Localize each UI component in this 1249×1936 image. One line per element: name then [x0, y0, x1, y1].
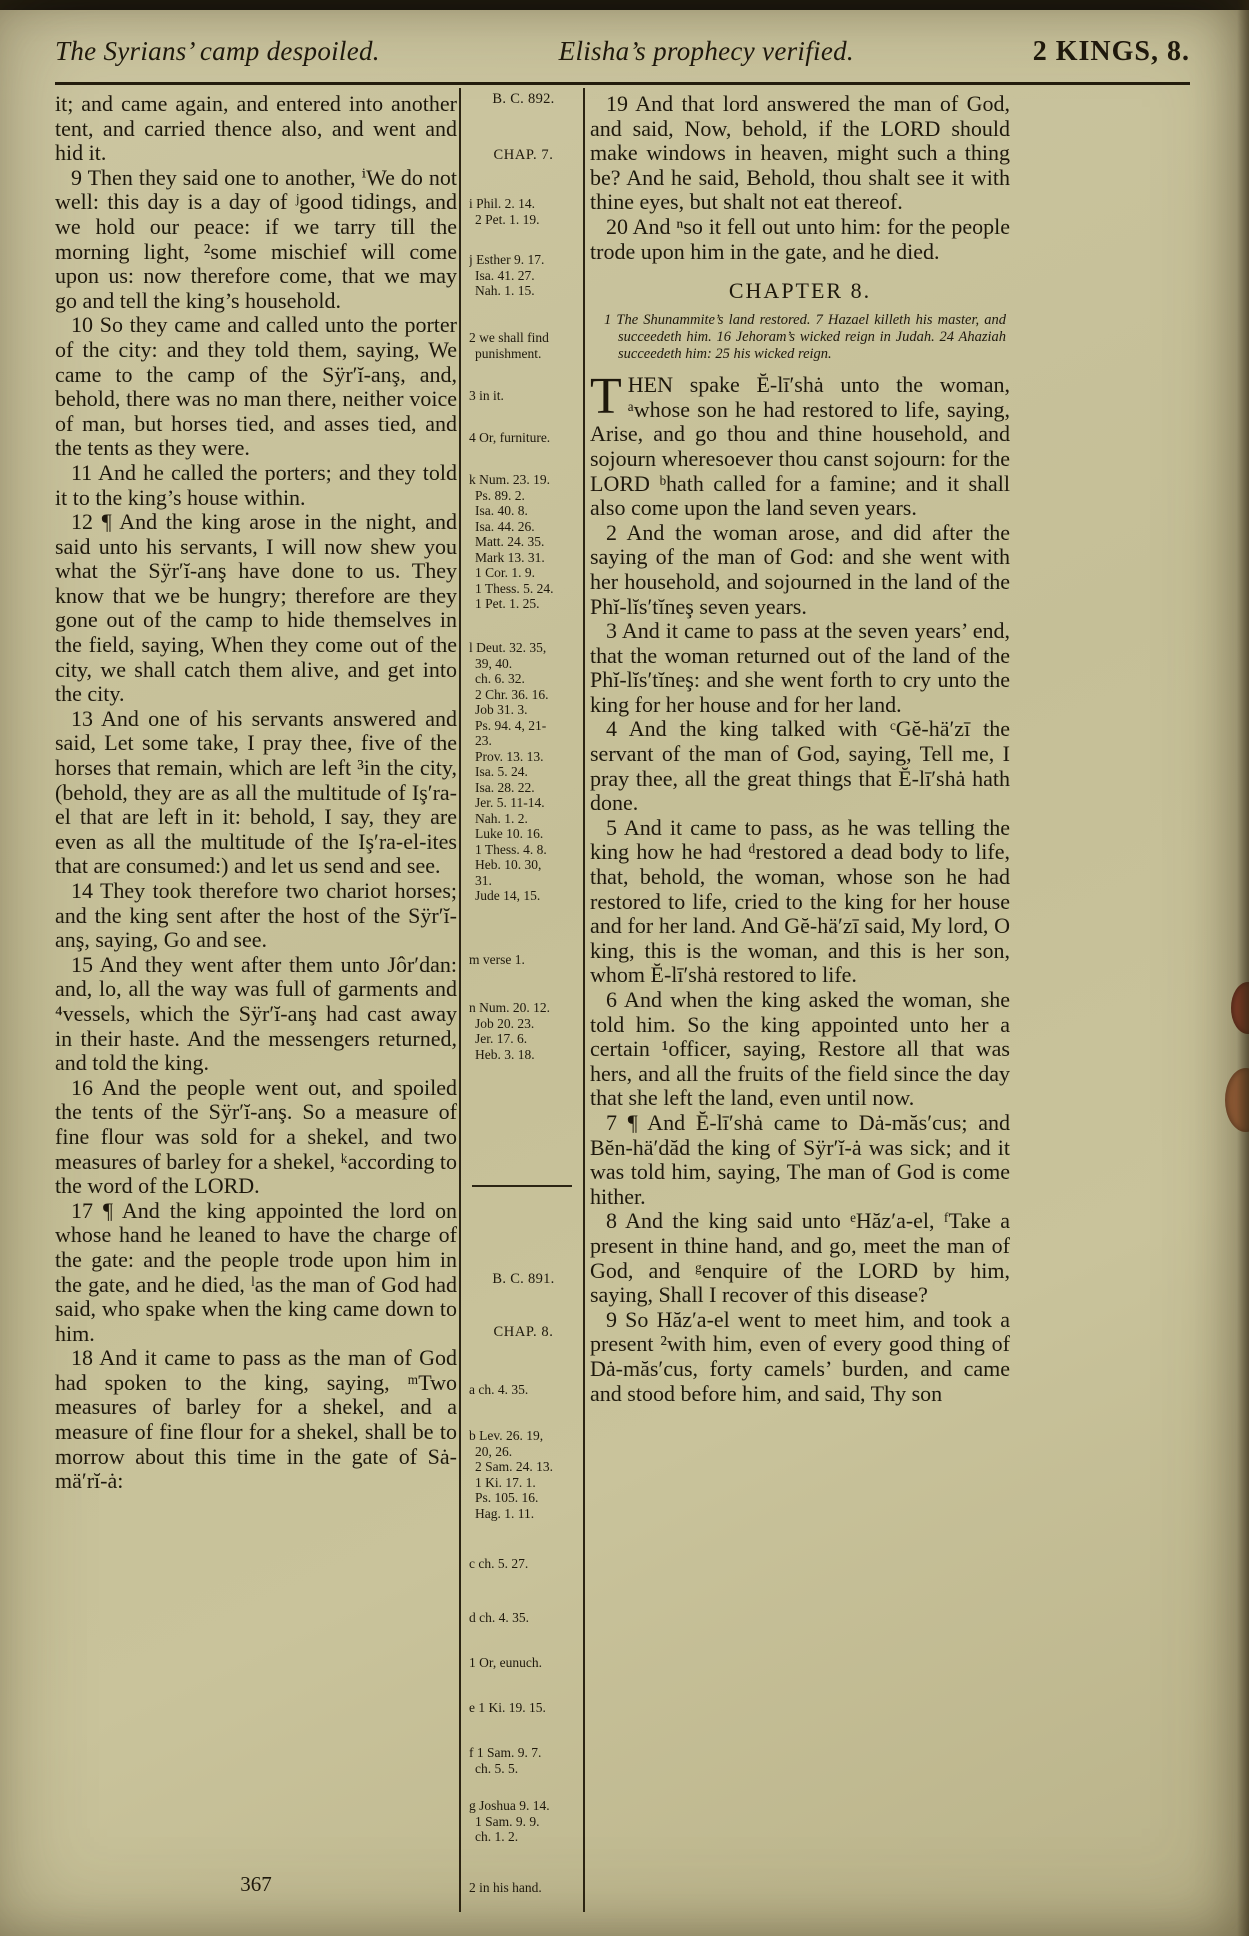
header-rule [55, 82, 1190, 85]
verse-paragraph: 5 And it came to pass, as he was telling the king how he had ᵈrestored a dead body to life, that, behold, the woman, whose son he had restored to life, cried to the king for her house and for her land. And Gĕ-hä′zī said, My lord, O king, this is the woman, and this is her son, whom Ĕ-lī′shȧ restored to life. [590, 814, 1010, 988]
reference-line: Heb. 3. 18. [475, 1046, 535, 1062]
reference-line: 20, 26. [475, 1443, 513, 1459]
reference-line: 2 Chr. 36. 16. [475, 686, 549, 702]
reference-line: 23. [475, 733, 492, 748]
verse-paragraph: 13 And one of his servants answered and said, Let some take, I pray thee, five of the horses that remain, which are left ³in the city, (behold, they are as all the multitude of Iş′ra-el that are left in it: behold, I say, they are even as all the multitude of the Iş′ra-el-ites that are consumed:) and let us send and see. [55, 705, 457, 879]
reference-line: Matt. 24. 35. [475, 534, 545, 549]
reference-line: Isa. 28. 22. [475, 779, 535, 795]
verse-paragraph: 8 And the king said unto ᵉHăz′a-el, ᶠTake a present in thine hand, and go, meet the man of God, and ᵍenquire of the LORD by him, saying, Shall I recover of this disease? [590, 1208, 1010, 1308]
reference-line: ch. 5. 5. [475, 1760, 519, 1776]
verse-paragraph: 11 And he called the porters; and they told it to the king’s house within. [55, 459, 457, 510]
reference-entry [469, 1798, 578, 1845]
reference-line: n Num. 20. 12. [469, 1000, 550, 1015]
reference-line: 2 we shall find [469, 330, 549, 345]
reference-entry [469, 1880, 578, 1896]
reference-entry [469, 1556, 578, 1572]
chapter-summary: 1 The Shunammite’s land restored. 7 Hazael killeth his master, and succeedeth him. 16 Jehoram’s wicked reign in Judah. 24 Ahaziah succeedeth him: 25 his wicked reign. [604, 312, 1006, 363]
reference-line: Isa. 44. 26. [475, 518, 535, 534]
center-column [464, 0, 580, 1936]
reference-entry [469, 1610, 578, 1626]
reference-entry [469, 1382, 578, 1398]
reference-line: 1 Cor. 1. 9. [475, 565, 536, 580]
reference-line: B. C. 891. [492, 1272, 555, 1287]
reference-line: g Joshua 9. 14. [469, 1798, 550, 1813]
reference-line: 2 Sam. 24. 13. [475, 1459, 554, 1474]
reference-line: k Num. 23. 19. [469, 472, 550, 487]
left-column [55, 92, 457, 1874]
verse-paragraph: 15 And they went after them unto Jôr′dan: and, lo, all the way was full of garments and ⁴vessels, which the Sÿr′ĭ-anş had cast away in their haste. And the messengers returned, and told the king. [55, 951, 457, 1076]
reference-line: Ps. 94. 4, 21- [475, 717, 547, 733]
reference-line: 1 Ki. 17. 1. [475, 1474, 536, 1490]
verse-paragraph: 19 And that lord answered the man of God, and said, Now, behold, if the LORD should make windows in heaven, might such a thing be? And he said, Behold, thou shalt see it with thine eyes, but shalt not eat thereof. [590, 92, 1010, 215]
reference-line: Isa. 40. 8. [475, 503, 528, 518]
reference-line: Ps. 105. 16. [475, 1490, 539, 1505]
reference-line: Job 31. 3. [475, 702, 528, 717]
reference-entry [469, 1000, 578, 1062]
reference-line: punishment. [475, 345, 542, 361]
verse-paragraph: 6 And when the king asked the woman, she told him. So the king appointed unto her a certain ¹officer, saying, Restore all that was hers, and all the fruits of the field since the day that she left the land, even until now. [590, 987, 1010, 1111]
reference-line: d ch. 4. 35. [469, 1610, 529, 1625]
reference-line: CHAP. 8. [493, 1325, 554, 1340]
reference-line: e 1 Ki. 19. 15. [469, 1700, 546, 1715]
reference-line: Isa. 41. 27. [475, 267, 535, 283]
right-column [590, 92, 1010, 1910]
reference-entry [469, 252, 578, 299]
scan-right-edge-shadow [1237, 0, 1249, 1936]
reference-line: Hag. 1. 11. [475, 1505, 535, 1521]
reference-line: Ps. 89. 2. [475, 487, 525, 503]
running-head-center: Elisha’s prophecy verified. [558, 36, 854, 66]
reference-line: Job 20. 23. [475, 1015, 535, 1031]
reference-line: 2 Pet. 1. 19. [475, 211, 540, 227]
reference-line: 31. [475, 872, 492, 888]
reference-line: f 1 Sam. 9. 7. [469, 1745, 542, 1760]
verse-paragraph: 17 ¶ And the king appointed the lord on whose hand he leaned to have the charge of the gate: and the people trode upon him in the gate, and he died, ˡas the man of God had said, who spake when the king came down to him. [55, 1197, 457, 1346]
reference-line: Luke 10. 16. [475, 826, 544, 841]
reference-line: 1 Thess. 4. 8. [475, 841, 547, 857]
reference-line: Nah. 1. 2. [475, 810, 528, 826]
reference-line: 3 in it. [469, 388, 504, 403]
reference-entry [469, 92, 578, 108]
reference-entry [469, 952, 578, 968]
reference-line: Isa. 5. 24. [475, 764, 528, 779]
reference-line: Jude 14, 15. [475, 888, 541, 903]
verse-paragraph: 3 And it came to pass at the seven years’ end, that the woman returned out of the land of the Phĭ-lĭs′tĭneş: and she went forth to cry unto the king for her house and for her land. [590, 618, 1010, 717]
verse-paragraph: 9 So Hăz′a-el went to meet him, and took a present ²with him, even of every good thing of Dȧ-măs′cus, forty camels’ burden, and came and stood before him, and said, Thy son [590, 1306, 1010, 1406]
verse-paragraph: THEN spake Ĕ-lī′shȧ unto the woman, ᵃwhose son he had restored to life, saying, Arise, and go thou and thine household, and sojourn wheresoever thou canst sojourn: for the LORD ᵇhath called for a famine; and it shall also come upon the land seven years. [590, 368, 1010, 521]
reference-line: ch. 6. 32. [475, 671, 525, 686]
reference-line: j Esther 9. 17. [469, 252, 545, 267]
drop-cap: T [590, 368, 622, 426]
reference-entry [469, 196, 578, 227]
reference-line: 1 Pet. 1. 25. [475, 596, 540, 611]
verse-paragraph: 10 So they came and called unto the porter of the city: and they told them, saying, We came to the camp of the Sÿr′ĭ-anş, and, behold, there was no man there, neither voice of man, but horses tied, and asses tied, and the tents as they were. [55, 312, 457, 461]
running-head-left: The Syrians’ camp despoiled. [55, 36, 380, 66]
reference-line: 4 Or, furniture. [469, 430, 551, 445]
verse-paragraph: 20 And ⁿso it fell out unto him: for the people trode upon him in the gate, and he died. [590, 213, 1010, 264]
reference-line: 1 Thess. 5. 24. [475, 580, 554, 596]
reference-line: b Lev. 26. 19, [469, 1428, 544, 1443]
chapter-heading: CHAPTER 8. [728, 278, 872, 304]
verse-paragraph: 4 And the king talked with ᶜGĕ-hä′zī the servant of the man of God, saying, Tell me, I pray thee, all the great things that Ĕ-lī′shȧ hath done. [590, 716, 1010, 816]
verse-paragraph: 12 ¶ And the king arose in the night, and said unto his servants, I will now shew you what the Sÿr′ĭ-anş have done to us. They know that we be hungry; therefore are they gone out of the camp to hide themselves in the field, saying, When they come out of the city, we shall catch them alive, and get into the city. [55, 509, 457, 707]
reference-line: 1 Or, eunuch. [469, 1655, 542, 1670]
reference-line: 39, 40. [475, 655, 513, 671]
reference-entry [469, 148, 578, 164]
reference-line: 2 in his hand. [469, 1880, 542, 1895]
page-header [55, 36, 1190, 68]
running-head-book-ref: 2 KINGS, 8. [1032, 36, 1190, 67]
reference-line: Jer. 17. 6. [475, 1031, 528, 1046]
column-divider-left [459, 88, 461, 1912]
reference-line: B. C. 892. [492, 92, 555, 107]
reference-entry [469, 1428, 578, 1521]
verse-paragraph: 14 They took therefore two chariot horses; and the king sent after the host of the Sÿr′ĭ-anş, saying, Go and see. [55, 878, 457, 953]
reference-entry [469, 1272, 578, 1288]
reference-line: l Deut. 32. 35, [469, 640, 547, 655]
scan-top-edge [0, 0, 1249, 10]
page-number: 367 [240, 1872, 272, 1896]
verse-paragraph: 9 Then they said one to another, ⁱWe do not well: this day is a day of ʲgood tidings, and we hold our peace: if we tarry till the morning light, ²some mischief will come upon us: now therefore come, that we may go and tell the king’s household. [55, 164, 457, 313]
reference-entry [469, 1655, 578, 1671]
reference-entry [469, 430, 578, 446]
reference-line: Nah. 1. 15. [475, 283, 535, 298]
reference-line: ch. 1. 2. [475, 1829, 519, 1844]
verse-paragraph: 7 ¶ And Ĕ-lī′shȧ came to Dȧ-măs′cus; and Bĕn-hä′dăd the king of Sÿr′ĭ-ȧ was sick; and it was told him, saying, The man of God is come hither. [590, 1109, 1010, 1209]
reference-line: Prov. 13. 13. [475, 748, 544, 764]
reference-entry [469, 1700, 578, 1716]
verse-paragraph: 2 And the woman arose, and did after the saying of the man of God: and she went with her household, and sojourned in the land of the Phĭ-lĭs′tĭneş seven years. [590, 519, 1010, 619]
reference-line: Heb. 10. 30, [475, 857, 542, 872]
reference-line: a ch. 4. 35. [469, 1382, 529, 1397]
reference-entry [469, 330, 578, 361]
reference-line: CHAP. 7. [493, 148, 554, 163]
reference-entry [469, 388, 578, 404]
reference-line: i Phil. 2. 14. [469, 196, 536, 211]
verse-paragraph: 18 And it came to pass as the man of God had spoken to the king, saying, ᵐTwo measures of barley for a shekel, and a measure of fine flour for a shekel, shall be to morrow about this time in the gate of Sȧ-mä′rĭ-ȧ: [55, 1345, 457, 1494]
verse-paragraph: it; and came again, and entered into another tent, and carried thence also, and went and hid it. [55, 92, 457, 166]
reference-line: m verse 1. [469, 952, 525, 967]
reference-entry [469, 640, 578, 904]
verse-paragraph: 16 And the people went out, and spoiled the tents of the Sÿr′ĭ-anş. So a measure of fine flour was sold for a shekel, and two measures of barley for a shekel, ᵏaccording to the word of the LORD. [55, 1074, 457, 1199]
reference-entry [469, 1325, 578, 1341]
reference-line: Mark 13. 31. [475, 549, 545, 565]
reference-line: 1 Sam. 9. 9. [475, 1813, 540, 1829]
reference-entry [469, 1745, 578, 1776]
center-divider [472, 1185, 572, 1187]
reference-entry [469, 472, 578, 612]
reference-line: Jer. 5. 11-14. [475, 795, 545, 810]
reference-line: c ch. 5. 27. [469, 1556, 529, 1571]
column-divider-right [583, 88, 585, 1912]
